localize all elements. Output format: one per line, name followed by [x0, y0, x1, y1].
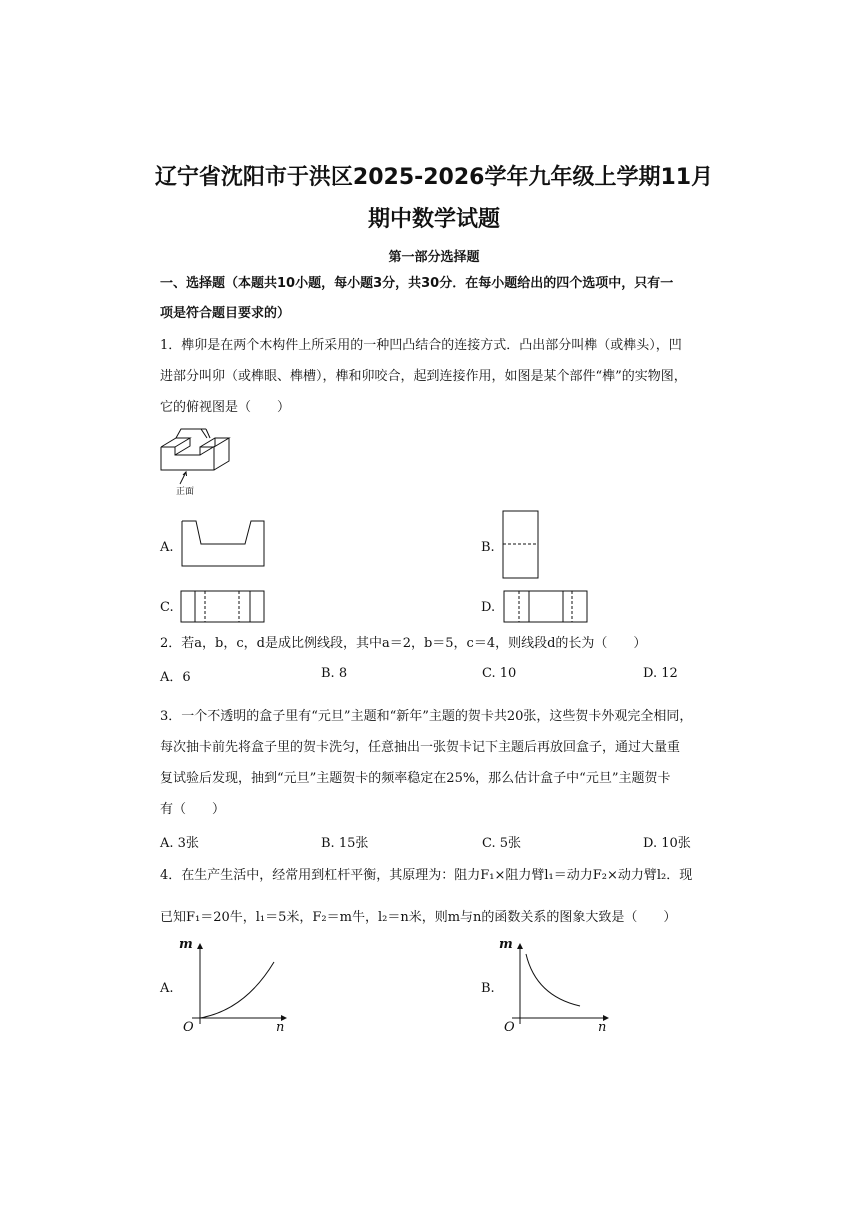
q4-a-axis-m: m: [179, 937, 193, 952]
q1-option-c-label: C.: [160, 600, 174, 615]
q4-option-a-graph[interactable]: [180, 938, 290, 1038]
q1-option-a-label: A.: [160, 540, 174, 555]
q4-option-a-label: A.: [160, 981, 174, 996]
q1-stem-line2: 进部分叫卯（或榫眼、榫槽），榫和卯咬合，起到连接作用，如图是某个部件“榫”的实物图，: [160, 369, 687, 384]
q2-option-c[interactable]: C. 10: [482, 666, 517, 681]
q2-stem: 2．若a，b，c，d是成比例线段，其中a＝2，b＝5，c＝4，则线段d的长为（ ）: [160, 636, 647, 651]
q1-option-b-figure[interactable]: [502, 510, 540, 580]
q1-option-d-label: D.: [481, 600, 496, 615]
q1-stem-line1: 1．榫卯是在两个木构件上所采用的一种凹凸结合的连接方式．凸出部分叫榫（或榫头），凹: [160, 338, 682, 353]
q2-option-b[interactable]: B. 8: [321, 666, 348, 681]
page-title: 辽宁省沈阳市于洪区2025-2026学年九年级上学期11月: [154, 165, 714, 190]
q4-b-axis-m: m: [499, 937, 513, 952]
q1-option-d-figure[interactable]: [503, 590, 589, 624]
q3-stem-line3: 复试验后发现，抽到“元旦”主题贺卡的频率稳定在25%，那么估计盒子中“元旦”主题贺卡: [160, 771, 671, 786]
q3-stem-line1: 3．一个不透明的盒子里有“元旦”主题和“新年”主题的贺卡共20张，这些贺卡外观完全相同，: [160, 709, 693, 724]
q3-option-c[interactable]: C. 5张: [482, 836, 522, 851]
q2-option-d[interactable]: D. 12: [643, 666, 678, 681]
q4-option-b-graph[interactable]: [500, 938, 612, 1038]
q4-stem-line2: 已知F₁＝20牛，l₁＝5米，F₂＝m牛，l₂＝n米，则m与n的函数关系的图象大致是（ ）: [160, 910, 677, 925]
page-title-line2: 期中数学试题: [367, 207, 500, 232]
q2-option-a[interactable]: A．6: [160, 670, 191, 685]
part-title: 第一部分选择题: [388, 250, 480, 265]
q4-a-axis-n: n: [276, 1020, 285, 1035]
q3-option-d[interactable]: D. 10张: [643, 836, 691, 851]
q3-stem-line4: 有（ ）: [160, 802, 226, 817]
q1-option-b-label: B.: [481, 540, 495, 555]
section-header: 一、选择题（本题共10小题，每小题3分，共30分．在每小题给出的四个选项中，只有一: [160, 276, 674, 291]
q4-b-axis-n: n: [598, 1020, 607, 1035]
q3-option-a[interactable]: A. 3张: [160, 836, 199, 851]
q4-b-origin: O: [504, 1020, 515, 1035]
q4-a-origin: O: [183, 1020, 194, 1035]
section-header-line2: 项是符合题目要求的）: [160, 306, 291, 321]
q1-option-c-figure[interactable]: [180, 590, 266, 624]
q1-front-label: 正面: [176, 487, 195, 497]
q1-mortise-figure: [158, 424, 238, 499]
q1-option-a-figure[interactable]: [181, 520, 266, 568]
q4-option-b-label: B.: [481, 981, 495, 996]
q3-stem-line2: 每次抽卡前先将盒子里的贺卡洗匀，任意抽出一张贺卡记下主题后再放回盒子，通过大量重: [160, 740, 681, 755]
q4-stem-line1: 4．在生产生活中，经常用到杠杆平衡，其原理为：阻力F₁×阻力臂l₁＝动力F₂×动力臂l₂．现: [160, 868, 693, 883]
q3-option-b[interactable]: B. 15张: [321, 836, 369, 851]
q1-stem-line3: 它的俯视图是（ ）: [160, 400, 291, 415]
